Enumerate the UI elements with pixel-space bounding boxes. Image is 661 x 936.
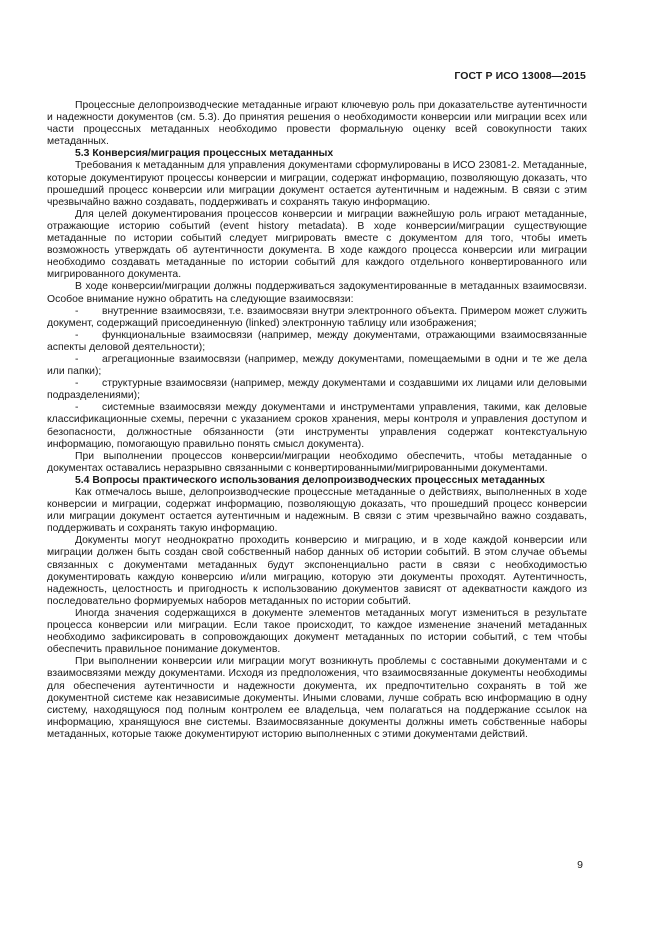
section-heading-5-3: 5.3 Конверсия/миграция процессных метаданных: [75, 148, 334, 160]
document-body: [47, 100, 587, 741]
list-item-text: структурные взаимосвязи (например, между документами и создавшими их лицами или деловыми подразделениями);: [47, 378, 587, 402]
section-heading-5-4: 5.4 Вопросы практического использования делопроизводческих процессных метаданных: [75, 474, 545, 486]
list-item-text: функциональные взаимосвязи (например, между документами, отражающими взаимосвязанные аспекты деловой деятельности);: [47, 329, 587, 353]
list-item-text: агрегационные взаимосвязи (например, между документами, помещаемыми в одни и те же дела или папки);: [47, 353, 587, 378]
paragraph: При выполнении конверсии или миграции могут возникнуть проблемы с составными документами и с взаимосвязями между документами. Исходя из предположения, что взаимосвязанные документы необходимы для обеспечения аутентичности и надежности документа, их предпочтительно сохранять в той же документной системе как независимые документы. Иными словами, лучше собрать всю информацию в одну систему, находящуюся под полным контролем ее владельца, чем полагаться на поддержание ссылок на информацию, хранящуюся вне системы. Взаимосвязанные документы должны иметь собственные наборы метаданных, которые также документируют историю выполненных с этими документами действий.: [47, 656, 587, 740]
paragraph: Процессные делопроизводческие метаданные играют ключевую роль при доказательстве аутентичности и надежности документов (см. 5.3). До принятия решения о необходимости конверсии или миграции всех или части процессных метаданных необходимо провести формальную оценку всей совокупности таких метаданных.: [47, 100, 587, 148]
list-item: [47, 354, 587, 378]
paragraph: В ходе конверсии/миграции должны поддерживаться задокументированные в метаданных взаимосвязи. Особое внимание нужно обратить на следующие взаимосвязи:: [47, 281, 587, 305]
list-item: [47, 330, 587, 354]
list-item: [47, 306, 587, 330]
paragraph: Иногда значения содержащихся в документе элементов метаданных могут измениться в результате процесса конверсии или миграции. Если такое происходит, то каждое изменение значений метаданных необходимо зафиксировать в сопровождающих документ метаданных по истории событий, с тем чтобы обеспечить правильное понимание документов.: [47, 607, 587, 656]
list-item: [47, 402, 587, 450]
paragraph: При выполнении процессов конверсии/миграции необходимо обеспечить, чтобы метаданные о документах оставались неразрывно связанными с конвертированными/мигрированными документами.: [47, 450, 587, 474]
list-dash: -: [75, 329, 79, 341]
list-dash: -: [75, 402, 79, 414]
page-number: 9: [577, 859, 583, 871]
list-dash: -: [75, 305, 79, 317]
standard-header: ГОСТ Р ИСО 13008—2015: [454, 70, 586, 82]
paragraph: Документы могут неоднократно проходить конверсию и миграцию, и в ходе каждой конверсии или миграции должен быть создан свой собственный набор данных об истории событий. В этом случае объемы связанных с документами метаданных будут экспоненциально расти в связи с необходимостью документировать каждую конверсию и/или миграцию, которую эти документы проходят. Аутентичность, надежность, целостность и пригодность к использованию документов зависят от адекватности каждого из последовательно формируемых наборов метаданных по истории событий.: [47, 535, 587, 607]
list-item-text: системные взаимосвязи между документами и инструментами управления, такими, как деловые классификационные схемы, перечни с указанием сроков хранения, меры контроля и управления доступом и безопасности, должностные обязанности (эти инструменты управления содержат контекстуальную информацию, помогающую правильно понять смысл документа).: [47, 402, 587, 450]
list-dash: -: [75, 378, 79, 390]
paragraph: Как отмечалось выше, делопроизводческие процессные метаданные о действиях, выполненных в ходе конверсии и миграции, содержат информацию, позволяющую доказать, что прошедший процесс конверсии или миграции документ остается аутентичным и надежным. В связи с этим чрезвычайно важно создавать, поддерживать и сохранять такую информацию.: [47, 487, 587, 535]
paragraph: Для целей документирования процессов конверсии и миграции важнейшую роль играют метаданные, отражающие историю событий (event history metadata). В ходе конверсии/миграции существующие метаданные по истории событий следует мигрировать вместе с документом для того, чтобы иметь возможность утверждать об аутентичности документа. В ходе каждого процесса конверсии или миграции необходимо создавать метаданные по истории событий для каждого отдельного конвертированного или мигрированного документа.: [47, 208, 587, 281]
list-item-text: внутренние взаимосвязи, т.е. взаимосвязи внутри электронного объекта. Примером может служить документ, содержащий присоединенную (linked) электронную таблицу или изображения;: [47, 305, 587, 329]
list-dash: -: [75, 353, 79, 365]
list-item: [47, 378, 587, 402]
paragraph: Требования к метаданным для управления документами сформулированы в ИСО 23081-2. Метаданные, которые документируют процессы конверсии и миграции, содержат информацию, позволяющую доказать, что прошедший процесс конверсии или миграции документ остается аутентичным и надежным. В связи с этим чрезвычайно важно создавать, поддерживать и сохранять такую информацию.: [47, 160, 587, 208]
